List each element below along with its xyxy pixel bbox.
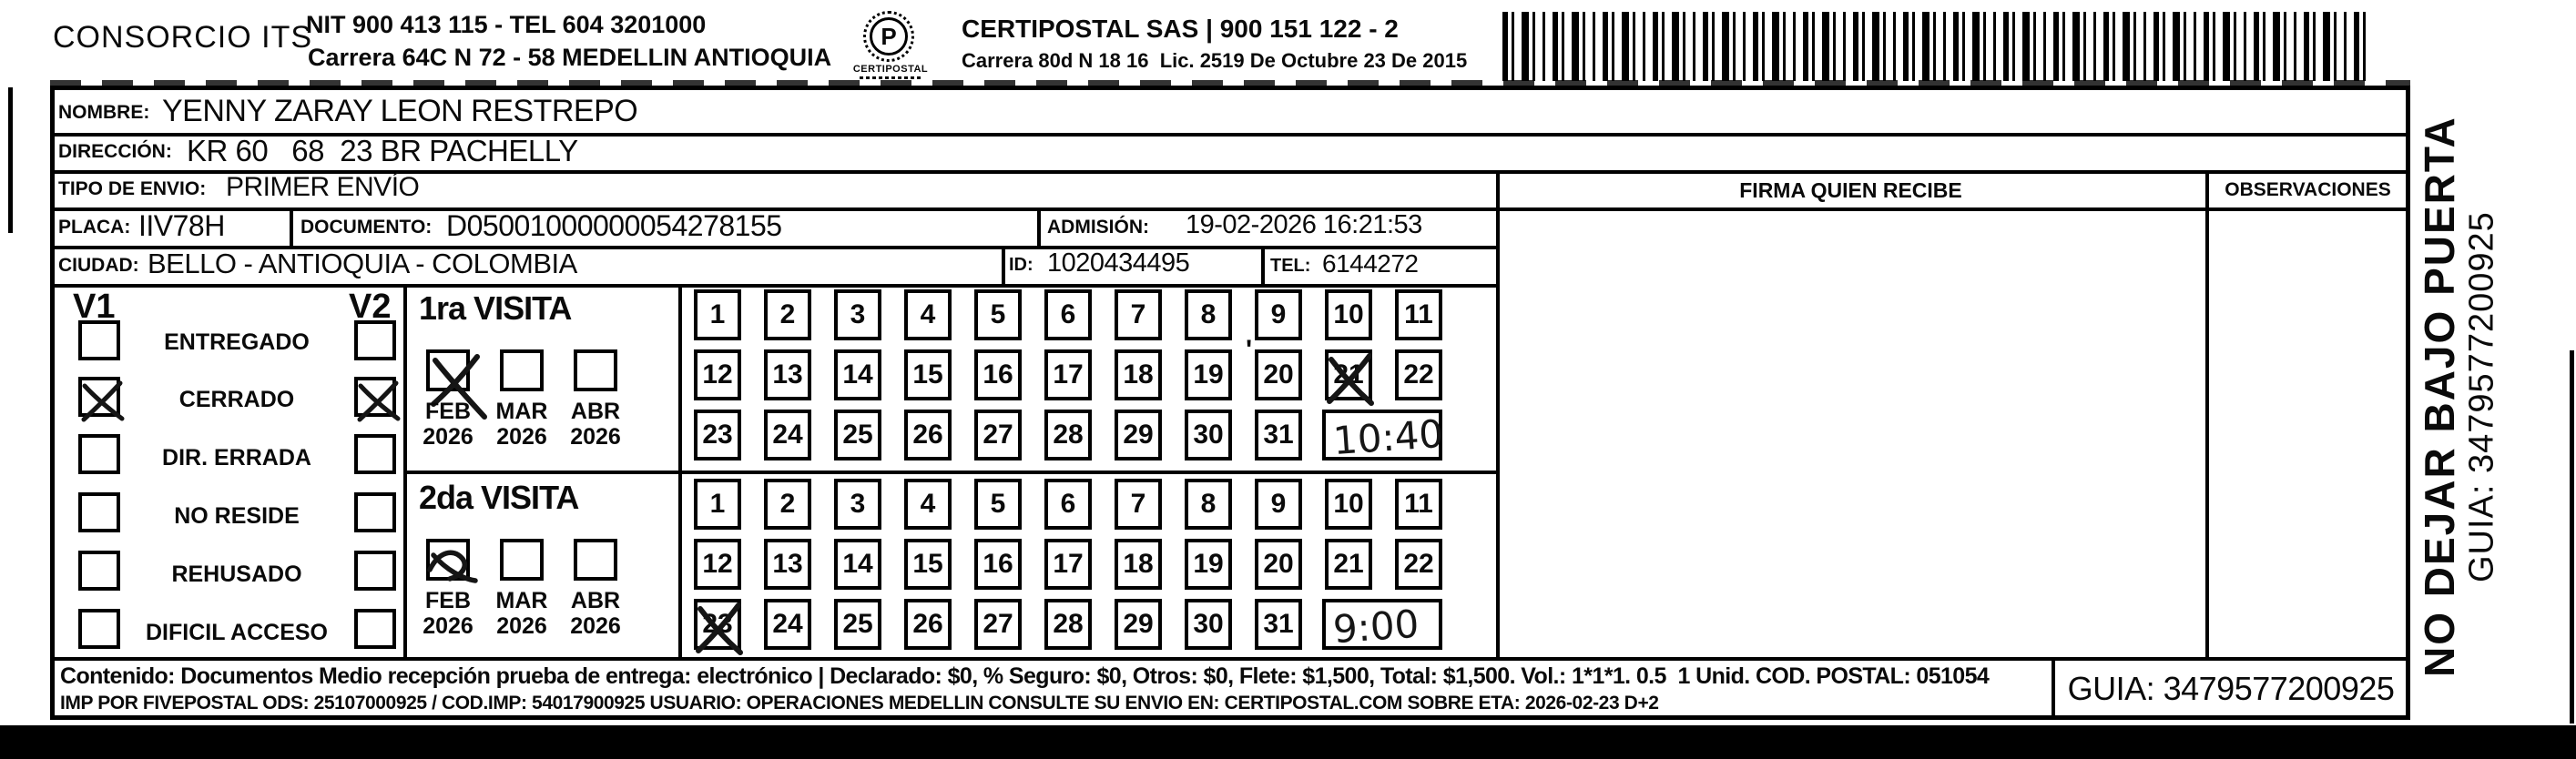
checkbox-v2-dificil-acceso: [354, 609, 396, 649]
checkbox-visit1-mar: [500, 349, 544, 391]
checkbox-v2-entregado: [354, 320, 396, 360]
day-cell-7: 7: [1115, 289, 1162, 340]
visit2-month-mar-year: 2026: [496, 613, 547, 639]
nombre-label: NOMBRE:: [58, 102, 150, 123]
handwritten-x-mark: [1322, 347, 1382, 410]
day-cell-26: 26: [904, 410, 952, 460]
company-name: CONSORCIO ITS: [53, 20, 313, 55]
day-cell-24: 24: [764, 410, 811, 460]
day-cell-5: 5: [974, 479, 1022, 530]
checkbox-v2-rehusado: [354, 551, 396, 591]
day-cell-19: 19: [1185, 349, 1232, 400]
day-cell-29: 29: [1115, 599, 1162, 650]
day-cell-15: 15: [904, 349, 952, 400]
day-cell-27: 27: [974, 599, 1022, 650]
observaciones-column-header: OBSERVACIONES: [2225, 179, 2391, 200]
day-cell-11: 11: [1395, 289, 1442, 340]
day-cell-3: 3: [834, 479, 881, 530]
certipostal-logo-letter: P: [870, 17, 908, 56]
day-cell-18: 18: [1115, 539, 1162, 590]
visit1-month-mar-year: 2026: [496, 424, 547, 450]
day-cell-18: 18: [1115, 349, 1162, 400]
visit1-month-mar-label: MAR: [495, 399, 548, 424]
day-cell-27: 27: [974, 410, 1022, 460]
handwritten-x-mark: [691, 596, 751, 660]
placa-label: PLACA:: [58, 217, 131, 238]
tel-label: TEL:: [1270, 256, 1311, 276]
day-cell-1: 1: [694, 289, 741, 340]
tel-value: 6144272: [1322, 249, 1419, 278]
handwritten-time-box: [1322, 410, 1445, 464]
divider: [678, 284, 682, 657]
tipo-envio-value: PRIMER ENVÍO: [226, 172, 420, 202]
day-cell-23: 23: [694, 410, 741, 460]
barcode: [1502, 12, 2367, 81]
visit2-month-abr-label: ABR: [570, 588, 621, 613]
checkbox-v2-cerrado: [354, 377, 396, 417]
day-cell-4: 4: [904, 289, 952, 340]
ciudad-value: BELLO - ANTIOQUIA - COLOMBIA: [148, 248, 577, 279]
day-cell-29: 29: [1115, 410, 1162, 460]
guia-box: GUIA: 3479577200925: [2067, 669, 2395, 707]
company-nit-line: NIT 900 413 115 - TEL 604 3201000: [306, 11, 707, 38]
checkbox-v2-no-reside: [354, 492, 396, 532]
status-label-dir-errada: DIR. ERRADA: [162, 445, 311, 471]
divider: [1496, 170, 1500, 657]
company-address-line: Carrera 64C N 72 - 58 MEDELLIN ANTIOQUIA: [308, 44, 832, 71]
day-cell-21: 21: [1325, 349, 1372, 400]
day-cell-17: 17: [1044, 539, 1092, 590]
day-cell-16: 16: [974, 539, 1022, 590]
status-label-dificil-acceso: DIFICIL ACCESO: [145, 620, 328, 645]
divider: [403, 284, 407, 657]
day-cell-30: 30: [1185, 599, 1232, 650]
checkbox-visit2-feb: [426, 539, 470, 581]
day-cell-16: 16: [974, 349, 1022, 400]
visit2-day-grid: [694, 479, 1495, 657]
visit1-month-feb-label: FEB: [425, 399, 471, 424]
day-cell-14: 14: [834, 539, 881, 590]
divider: [290, 207, 293, 246]
day-cell-8: 8: [1185, 289, 1232, 340]
divider: [403, 471, 1496, 474]
handwritten-time-value: 10:40: [1331, 410, 1445, 464]
checkbox-visit1-abr: [574, 349, 617, 391]
side-guia-text: GUIA: 3479577200925: [2462, 211, 2501, 582]
day-cell-3: 3: [834, 289, 881, 340]
checkbox-v1-entregado: [78, 320, 120, 360]
id-label: ID:: [1009, 255, 1033, 275]
visit1-day-grid: [694, 289, 1495, 468]
certipostal-logo-text: CERTIPOSTAL: [852, 64, 929, 75]
divider: [1261, 246, 1265, 284]
handwritten-time-value: 9:00: [1331, 601, 1420, 653]
day-cell-7: 7: [1115, 479, 1162, 530]
day-cell-28: 28: [1044, 599, 1092, 650]
tipo-envio-label: TIPO DE ENVIO:: [58, 178, 207, 199]
day-cell-31: 31: [1255, 599, 1302, 650]
day-cell-20: 20: [1255, 539, 1302, 590]
day-cell-5: 5: [974, 289, 1022, 340]
divider: [1037, 207, 1041, 246]
checkbox-v2-dir-errada: [354, 434, 396, 474]
checkbox-v1-cerrado: [78, 377, 120, 417]
day-cell-13: 13: [764, 539, 811, 590]
day-cell-12: 12: [694, 349, 741, 400]
day-cell-17: 17: [1044, 349, 1092, 400]
checkbox-v1-rehusado: [78, 551, 120, 591]
day-cell-11: 11: [1395, 479, 1442, 530]
day-cell-25: 25: [834, 599, 881, 650]
day-cell-31: 31: [1255, 410, 1302, 460]
direccion-value: KR 60 68 23 BR PACHELLY: [187, 134, 578, 167]
day-cell-19: 19: [1185, 539, 1232, 590]
day-cell-6: 6: [1044, 479, 1092, 530]
day-cell-24: 24: [764, 599, 811, 650]
visit1-title: 1ra VISITA: [419, 289, 572, 327]
visit1-month-feb-year: 2026: [423, 424, 473, 450]
logo-subtext-line: [860, 76, 921, 79]
firma-column-header: FIRMA QUIEN RECIBE: [1739, 178, 1962, 202]
visit1-month-abr-label: ABR: [570, 399, 621, 424]
checkbox-visit1-feb: [426, 349, 470, 391]
day-cell-10: 10: [1325, 289, 1372, 340]
checkbox-v1-no-reside: [78, 492, 120, 532]
footer-contents-line: Contenido: Documentos Medio recepción prueba de entrega: electrónico | Declarado: $0, % Seguro: $0, Otros: $0, Flete: $1,500, Total: $1,500. Vol.: 1*1*1. 0.5 1 Unid. COD. POSTAL: 051054: [60, 663, 1990, 689]
status-label-entregado: ENTREGADO: [164, 329, 310, 355]
day-cell-9: 9: [1255, 479, 1302, 530]
documento-value: D05001000000054278155: [446, 209, 782, 242]
day-cell-2: 2: [764, 479, 811, 530]
day-cell-21: 21: [1325, 539, 1372, 590]
visit2-month-feb-year: 2026: [423, 613, 473, 639]
day-cell-12: 12: [694, 539, 741, 590]
handwritten-x-mark: [352, 375, 405, 426]
placa-value: IIV78H: [138, 209, 225, 242]
day-cell-2: 2: [764, 289, 811, 340]
day-cell-4: 4: [904, 479, 952, 530]
day-cell-25: 25: [834, 410, 881, 460]
scan-mark: ': [1246, 335, 1253, 365]
day-cell-23: 23: [694, 599, 741, 650]
checkbox-visit2-mar: [500, 539, 544, 581]
day-cell-15: 15: [904, 539, 952, 590]
visit2-month-feb-label: FEB: [425, 588, 471, 613]
checkbox-v1-dir-errada: [78, 434, 120, 474]
certipostal-company-line: CERTIPOSTAL SAS | 900 151 122 - 2: [962, 15, 1399, 43]
visit2-title: 2da VISITA: [419, 479, 579, 516]
handwritten-x-mark: [76, 375, 129, 426]
ciudad-label: CIUDAD:: [58, 255, 139, 276]
admision-value: 19-02-2026 16:21:53: [1186, 210, 1422, 239]
divider: [1002, 246, 1005, 284]
day-cell-26: 26: [904, 599, 952, 650]
day-cell-1: 1: [694, 479, 741, 530]
day-cell-28: 28: [1044, 410, 1092, 460]
day-cell-8: 8: [1185, 479, 1232, 530]
checkbox-v1-dificil-acceso: [78, 609, 120, 649]
day-cell-14: 14: [834, 349, 881, 400]
nombre-value: YENNY ZARAY LEON RESTREPO: [162, 94, 638, 128]
handwritten-x-mark: [423, 539, 483, 592]
scan-edge-artifact-left: [8, 87, 13, 233]
id-value: 1020434495: [1047, 248, 1190, 278]
day-cell-10: 10: [1325, 479, 1372, 530]
day-cell-22: 22: [1395, 539, 1442, 590]
visit1-month-abr-year: 2026: [570, 424, 621, 450]
status-label-cerrado: CERRADO: [178, 387, 295, 412]
documento-label: DOCUMENTO:: [300, 217, 433, 238]
footer-imp-line: IMP POR FIVEPOSTAL ODS: 25107000925 / COD.IMP: 54017900925 USUARIO: OPERACIONES MEDELLIN CONSULTE SU ENVIO EN: CERTIPOSTAL.COM SOBRE ETA: 2026-02-23 D+2: [60, 693, 1659, 713]
day-cell-30: 30: [1185, 410, 1232, 460]
checkbox-visit2-abr: [574, 539, 617, 581]
v2-column-header: V2: [349, 288, 392, 326]
divider: [50, 284, 1496, 288]
scan-black-bar: [0, 725, 2576, 759]
certipostal-logo-icon: [863, 11, 914, 62]
day-cell-20: 20: [1255, 349, 1302, 400]
status-label-rehusado: REHUSADO: [171, 562, 302, 587]
day-cell-13: 13: [764, 349, 811, 400]
day-cell-9: 9: [1255, 289, 1302, 340]
admision-label: ADMISIÓN:: [1047, 217, 1149, 238]
direccion-label: DIRECCIÓN:: [58, 141, 172, 162]
day-cell-6: 6: [1044, 289, 1092, 340]
visit2-month-mar-label: MAR: [495, 588, 548, 613]
v1-column-header: V1: [73, 288, 116, 326]
visit2-month-abr-year: 2026: [570, 613, 621, 639]
divider: [2205, 170, 2209, 657]
handwritten-time-box: [1322, 599, 1442, 653]
day-cell-22: 22: [1395, 349, 1442, 400]
certipostal-license-line: Carrera 80d N 18 16 Lic. 2519 De Octubre 23 De 2015: [962, 49, 1468, 72]
status-label-no-reside: NO RESIDE: [174, 503, 300, 529]
scan-edge-artifact-right: [2570, 350, 2574, 724]
side-warning-text: NO DEJAR BAJO PUERTA: [2416, 116, 2463, 678]
